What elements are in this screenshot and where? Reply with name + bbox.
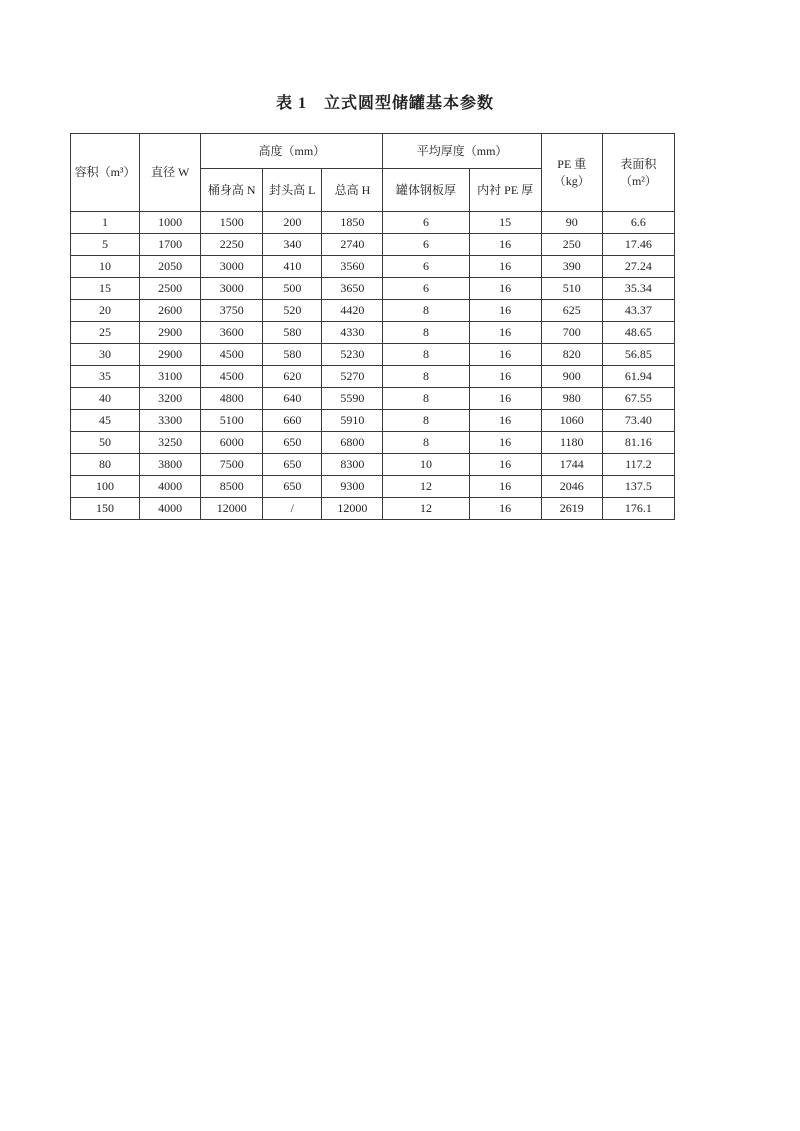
table-cell: 8: [383, 410, 469, 432]
table-cell: 4000: [140, 476, 201, 498]
table-cell: 6: [383, 256, 469, 278]
table-cell: 2500: [140, 278, 201, 300]
pe-weight-label-line1: PE 重: [557, 157, 587, 172]
table-cell: 520: [263, 300, 322, 322]
table-cell: /: [263, 498, 322, 520]
table-cell: 1744: [541, 454, 602, 476]
table-cell: 35.34: [602, 278, 674, 300]
col-header-total-height: 总高 H: [322, 169, 383, 212]
col-header-diameter: 直径 W: [140, 134, 201, 212]
table-cell: 200: [263, 212, 322, 234]
table-cell: 16: [469, 498, 541, 520]
table-cell: 4330: [322, 322, 383, 344]
table-cell: 20: [71, 300, 140, 322]
table-cell: 50: [71, 432, 140, 454]
table-cell: 15: [71, 278, 140, 300]
table-cell: 8: [383, 344, 469, 366]
surface-area-label-line2: （m²）: [619, 173, 657, 188]
table-cell: 6: [383, 278, 469, 300]
page-title: 表 1 立式圆型储罐基本参数: [275, 95, 494, 112]
table-cell: 820: [541, 344, 602, 366]
table-cell: 3000: [201, 278, 263, 300]
table-cell: 4500: [201, 344, 263, 366]
table-cell: 3000: [201, 256, 263, 278]
table-cell: 650: [263, 454, 322, 476]
table-cell: 16: [469, 234, 541, 256]
table-row: [71, 278, 675, 300]
table-cell: 43.37: [602, 300, 674, 322]
table-cell: 3300: [140, 410, 201, 432]
table-cell: 16: [469, 344, 541, 366]
table-cell: 4420: [322, 300, 383, 322]
table-cell: 17.46: [602, 234, 674, 256]
table-row: [71, 498, 675, 520]
col-header-volume: 容积（m³）: [71, 134, 140, 212]
table-cell: 27.24: [602, 256, 674, 278]
table-cell: 4500: [201, 366, 263, 388]
table-cell: 16: [469, 454, 541, 476]
table-cell: 5230: [322, 344, 383, 366]
table-cell: 2600: [140, 300, 201, 322]
table-row: [71, 454, 675, 476]
table-cell: 660: [263, 410, 322, 432]
col-group-height: 高度（mm）: [201, 134, 383, 169]
surface-area-label-line1: 表面积: [620, 157, 657, 172]
table-cell: 73.40: [602, 410, 674, 432]
header-row-top: [71, 134, 675, 169]
table-cell: 10: [71, 256, 140, 278]
table-cell: 67.55: [602, 388, 674, 410]
table-row: [71, 476, 675, 498]
table-cell: 3800: [140, 454, 201, 476]
table-cell: 16: [469, 476, 541, 498]
table-row: [71, 212, 675, 234]
table-cell: 2250: [201, 234, 263, 256]
table-cell: 45: [71, 410, 140, 432]
table-cell: 8: [383, 366, 469, 388]
table-cell: 980: [541, 388, 602, 410]
table-cell: 16: [469, 366, 541, 388]
table-cell: 250: [541, 234, 602, 256]
table-cell: 640: [263, 388, 322, 410]
table-cell: 700: [541, 322, 602, 344]
col-header-head-height: 封头高 L: [263, 169, 322, 212]
table-cell: 81.16: [602, 432, 674, 454]
table-cell: 8: [383, 322, 469, 344]
table-cell: 16: [469, 432, 541, 454]
table-cell: 12: [383, 476, 469, 498]
table-cell: 176.1: [602, 498, 674, 520]
col-header-body-height: 桶身高 N: [201, 169, 263, 212]
table-cell: 3650: [322, 278, 383, 300]
table-cell: 3560: [322, 256, 383, 278]
table-cell: 5910: [322, 410, 383, 432]
table-cell: 6: [383, 212, 469, 234]
table-cell: 137.5: [602, 476, 674, 498]
table-cell: 3100: [140, 366, 201, 388]
table-cell: 16: [469, 388, 541, 410]
table-cell: 1000: [140, 212, 201, 234]
table-header: [71, 134, 675, 212]
table-cell: 7500: [201, 454, 263, 476]
table-row: [71, 366, 675, 388]
table-cell: 340: [263, 234, 322, 256]
table-cell: 6: [383, 234, 469, 256]
table-cell: 900: [541, 366, 602, 388]
table-cell: 1180: [541, 432, 602, 454]
table-cell: 117.2: [602, 454, 674, 476]
table-cell: 6.6: [602, 212, 674, 234]
table-cell: 61.94: [602, 366, 674, 388]
table-cell: 3600: [201, 322, 263, 344]
table-cell: 1060: [541, 410, 602, 432]
table-cell: 2050: [140, 256, 201, 278]
col-header-surface-area: [602, 134, 674, 212]
col-header-pe-lining-thickness: 内衬 PE 厚: [469, 169, 541, 212]
table-cell: 30: [71, 344, 140, 366]
table-cell: 8500: [201, 476, 263, 498]
table-cell: 1700: [140, 234, 201, 256]
table-cell: 12000: [322, 498, 383, 520]
table-cell: 5: [71, 234, 140, 256]
table-row: [71, 322, 675, 344]
table-cell: 390: [541, 256, 602, 278]
table-cell: 90: [541, 212, 602, 234]
table-cell: 2619: [541, 498, 602, 520]
table-cell: 16: [469, 322, 541, 344]
table-cell: 15: [469, 212, 541, 234]
table-cell: 4800: [201, 388, 263, 410]
table-cell: 8300: [322, 454, 383, 476]
col-header-steel-thickness: 罐体钢板厚: [383, 169, 469, 212]
col-header-pe-weight: [541, 134, 602, 212]
table-cell: 3750: [201, 300, 263, 322]
table-cell: 650: [263, 476, 322, 498]
table-cell: 5270: [322, 366, 383, 388]
table-cell: 510: [541, 278, 602, 300]
table-cell: 6800: [322, 432, 383, 454]
table-cell: 580: [263, 344, 322, 366]
table-cell: 10: [383, 454, 469, 476]
table-row: [71, 410, 675, 432]
table-cell: 650: [263, 432, 322, 454]
table-cell: 8: [383, 300, 469, 322]
table-cell: 16: [469, 300, 541, 322]
table-cell: 2900: [140, 344, 201, 366]
table-cell: 25: [71, 322, 140, 344]
table-cell: 16: [469, 410, 541, 432]
table-row: [71, 432, 675, 454]
table-cell: 56.85: [602, 344, 674, 366]
table-cell: 40: [71, 388, 140, 410]
table-cell: 2900: [140, 322, 201, 344]
table-cell: 410: [263, 256, 322, 278]
pe-weight-label-line2: （kg）: [553, 173, 590, 188]
table-cell: 8: [383, 432, 469, 454]
table-cell: 80: [71, 454, 140, 476]
table-cell: 1850: [322, 212, 383, 234]
table-cell: 12000: [201, 498, 263, 520]
table-cell: 16: [469, 278, 541, 300]
table-cell: 35: [71, 366, 140, 388]
table-cell: 8: [383, 388, 469, 410]
table-cell: 5590: [322, 388, 383, 410]
table-cell: 12: [383, 498, 469, 520]
table-cell: 2740: [322, 234, 383, 256]
table-cell: 150: [71, 498, 140, 520]
table-cell: 3250: [140, 432, 201, 454]
table-cell: 2046: [541, 476, 602, 498]
table-cell: 9300: [322, 476, 383, 498]
table-cell: 1: [71, 212, 140, 234]
table-cell: 6000: [201, 432, 263, 454]
table-body: [71, 212, 675, 520]
table-row: [71, 388, 675, 410]
table-cell: 3200: [140, 388, 201, 410]
col-group-thickness: 平均厚度（mm）: [383, 134, 541, 169]
table-row: [71, 344, 675, 366]
table-row: [71, 234, 675, 256]
table-cell: 4000: [140, 498, 201, 520]
table-cell: 100: [71, 476, 140, 498]
table-cell: 16: [469, 256, 541, 278]
tank-parameters-table: [70, 133, 675, 520]
table-cell: 580: [263, 322, 322, 344]
table-cell: 48.65: [602, 322, 674, 344]
table-cell: 500: [263, 278, 322, 300]
table-cell: 5100: [201, 410, 263, 432]
table-cell: 625: [541, 300, 602, 322]
table-cell: 620: [263, 366, 322, 388]
table-cell: 1500: [201, 212, 263, 234]
table-row: [71, 300, 675, 322]
table-row: [71, 256, 675, 278]
